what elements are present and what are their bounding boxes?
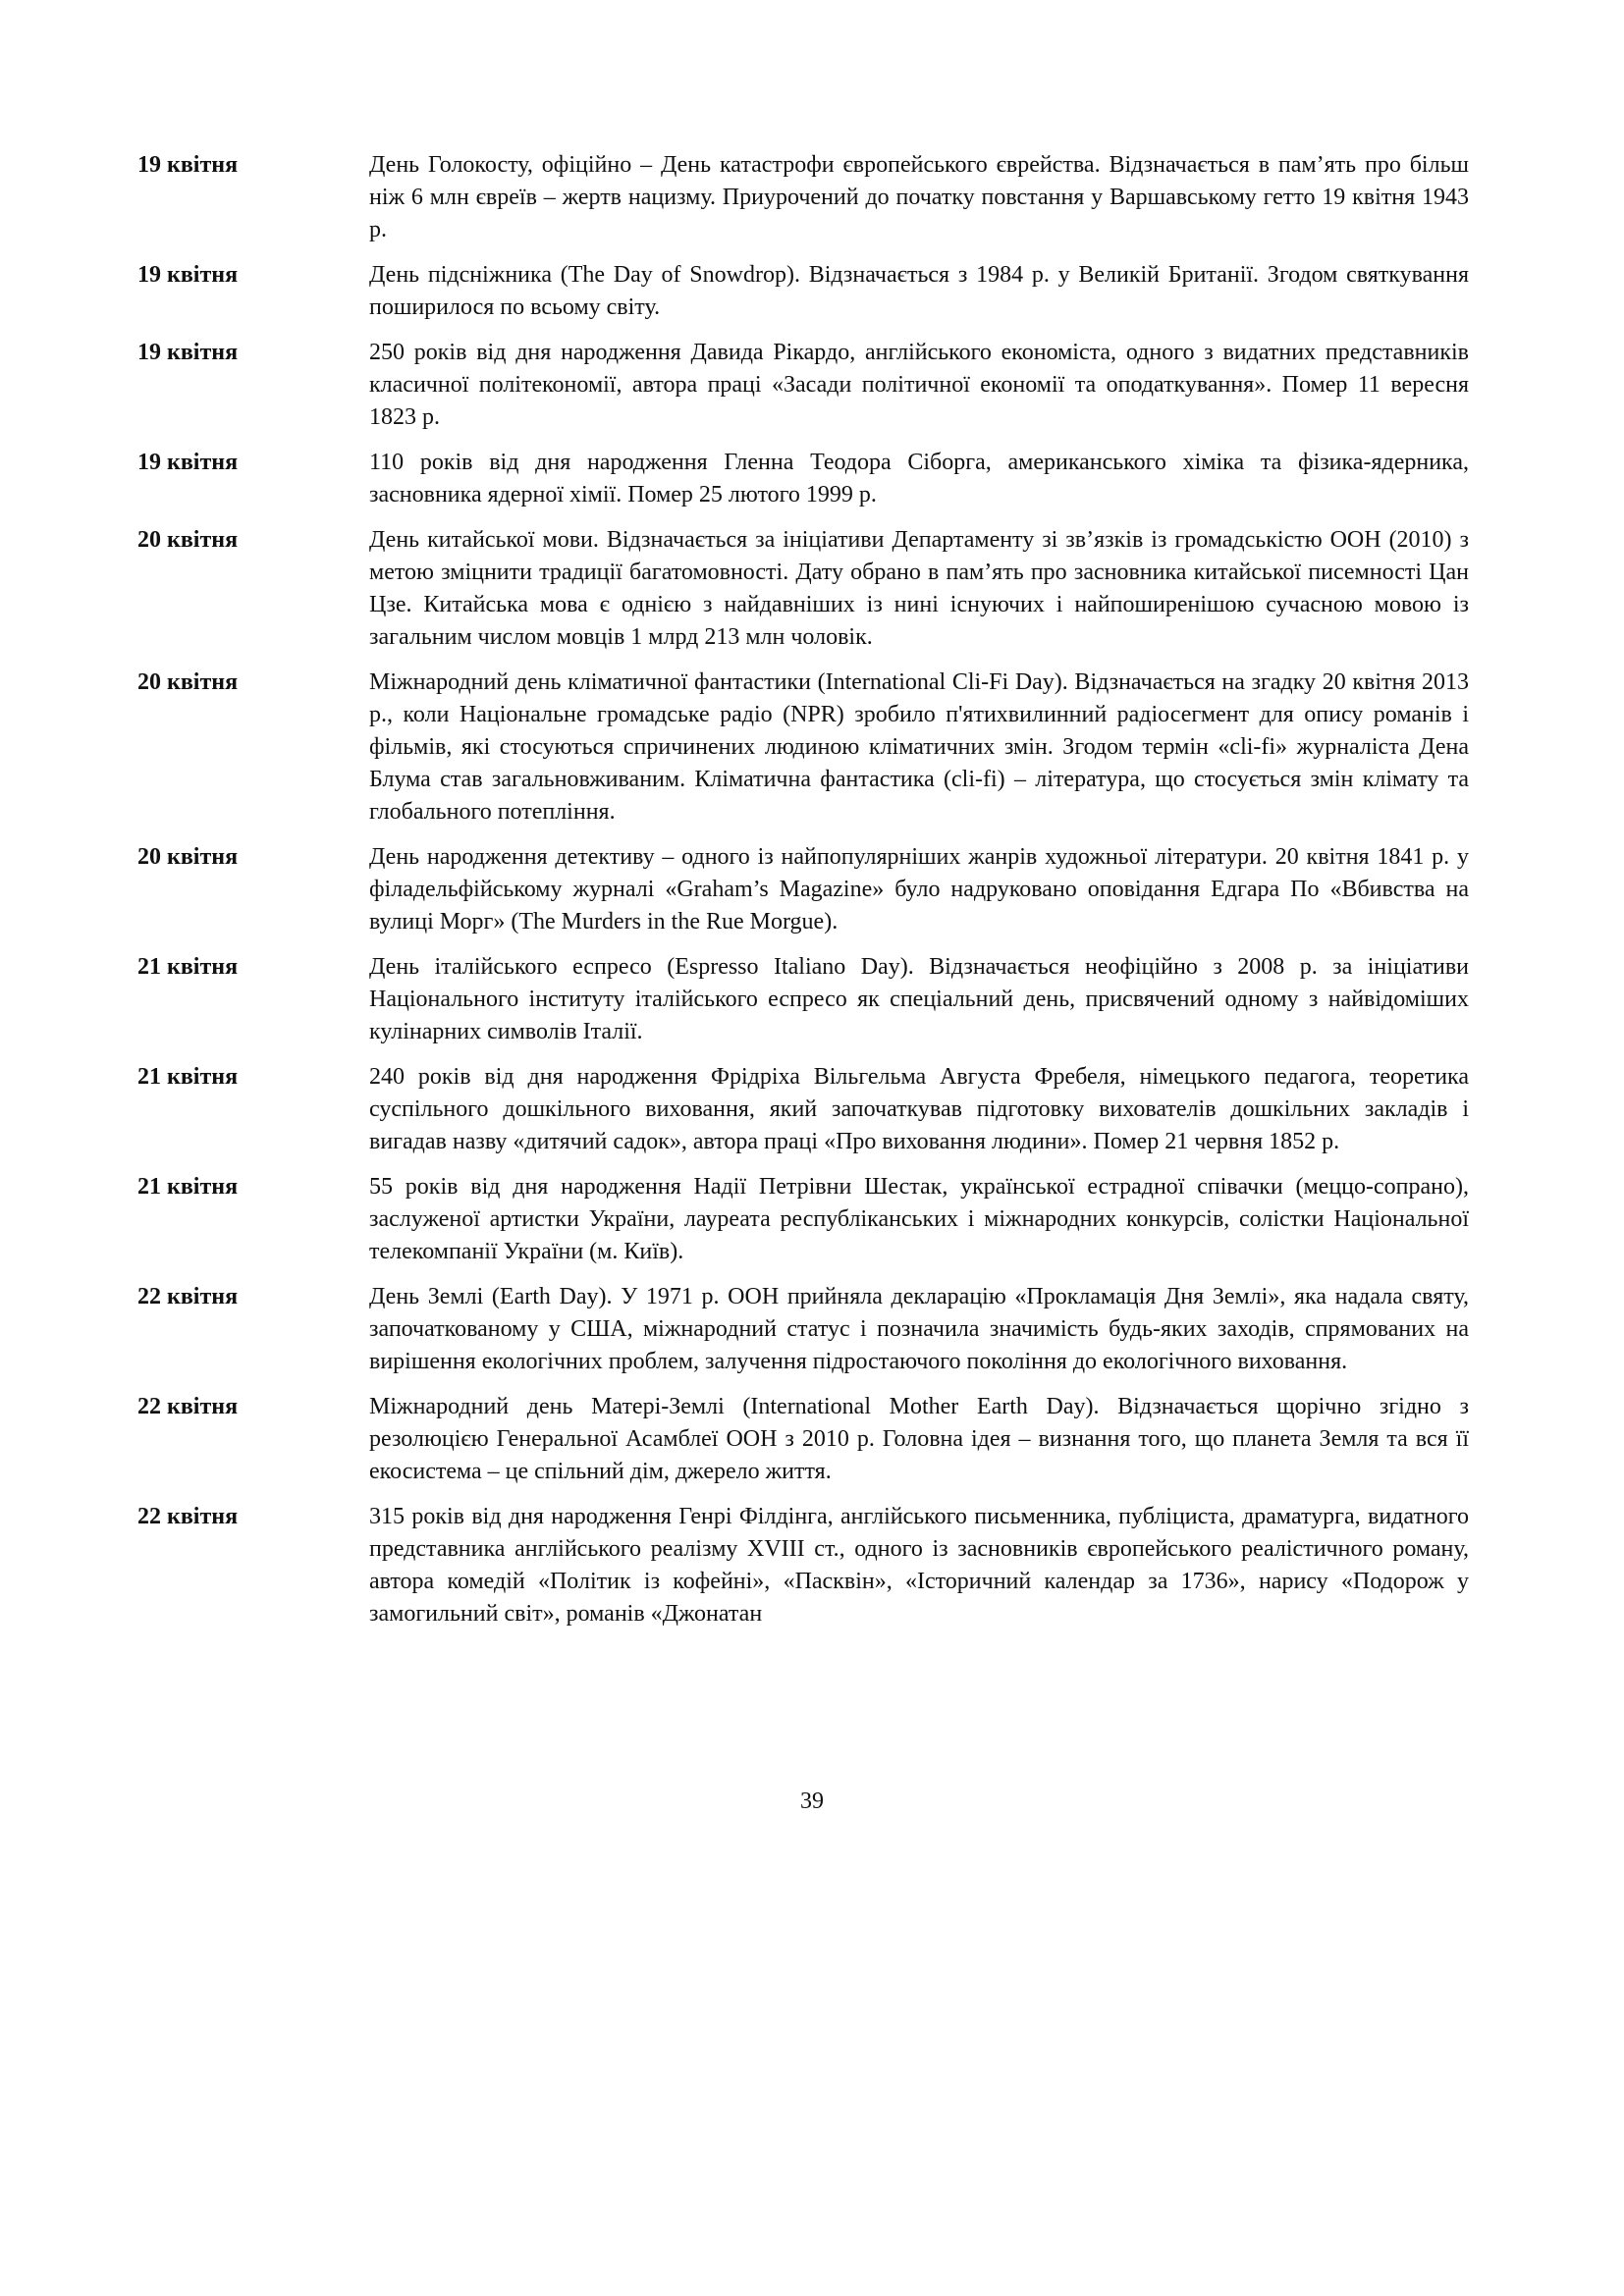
- calendar-entry: [137, 667, 1489, 828]
- entry-text: День італійського еспресо (Espresso Italiano Day). Відзначається неофіційно з 2008 р. за ініціативи Національного інституту італійського еспресо як спеціальний день, присвячений одному з найвідоміших кулінарних символів Італії.: [369, 954, 1469, 1044]
- calendar-entry: [137, 1061, 1489, 1158]
- entry-date: 22 квітня: [137, 1394, 239, 1419]
- calendar-entry: [137, 149, 1489, 246]
- entry-text: День народження детективу – одного із найпопулярніших жанрів художньої літератури. 20 квітня 1841 р. у філадельфійському журналі «Graham’s Magazine» було надруковано оповідання Едгара По «Вбивства на вулиці Морг» (The Murders in the Rue Morgue).: [369, 844, 1469, 934]
- calendar-entry: [137, 951, 1489, 1048]
- entry-text: День Землі (Earth Day). У 1971 р. ООН прийняла декларацію «Прокламація Дня Землі», яка надала святу, започаткованому у США, міжнародний статус і позначила значимість будь-яких заходів, спрямованих на вирішення екологічних проблем, залучення підростаючого покоління до екологічного виховання.: [369, 1284, 1469, 1374]
- entry-date: 19 квітня: [137, 262, 239, 288]
- entry-date: 21 квітня: [137, 954, 239, 980]
- entry-text: Міжнародний день кліматичної фантастики (International Cli-Fi Day). Відзначається на згадку 20 квітня 2013 р., коли Національне громадське радіо (NPR) зробило п'ятихвилинний радіосегмент для опису романів і фільмів, які стосуються спричинених людиною кліматичних змін. Згодом термін «cli-fi» журналіста Дена Блума став загальновживаним. Кліматична фантастика (cli-fi) – література, що стосується змін клімату та глобального потепління.: [369, 669, 1469, 825]
- entry-date: 19 квітня: [137, 152, 239, 178]
- calendar-entry: [137, 1501, 1489, 1630]
- entry-text: 55 років від дня народження Надії Петрівни Шестак, української естрадної співачки (меццо-сопрано), заслуженої артистки України, лауреата республіканських і міжнародних конкурсів, солістки Національної телекомпанії України (м. Київ).: [369, 1174, 1469, 1264]
- entry-date: 19 квітня: [137, 450, 239, 475]
- entry-date: 21 квітня: [137, 1064, 239, 1090]
- calendar-entry: [137, 259, 1489, 324]
- calendar-entry: [137, 447, 1489, 511]
- entry-date: 22 квітня: [137, 1504, 239, 1529]
- entry-text: 240 років від дня народження Фрідріха Вільгельма Августа Фребеля, німецького педагога, теоретика суспільного дошкільного виховання, який започаткував підготовку вихователів дошкільних закладів і вигадав назву «дитячий садок», автора праці «Про виховання людини». Помер 21 червня 1852 р.: [369, 1064, 1469, 1154]
- entry-date: 21 квітня: [137, 1174, 239, 1200]
- entry-date: 19 квітня: [137, 340, 239, 365]
- entry-text: День підсніжника (The Day of Snowdrop). Відзначається з 1984 р. у Великій Британії. Згодом святкування поширилося по всьому світу.: [369, 262, 1469, 320]
- entry-date: 20 квітня: [137, 844, 239, 870]
- entry-date: 22 квітня: [137, 1284, 239, 1309]
- entry-text: 110 років від дня народження Гленна Теодора Сіборга, американського хіміка та фізика-ядерника, засновника ядерної хімії. Помер 25 лютого 1999 р.: [369, 450, 1469, 507]
- entry-text: День китайської мови. Відзначається за ініціативи Департаменту зі зв’язків із громадськістю ООН (2010) з метою зміцнити традиції багатомовності. Дату обрано в пам’ять про засновника китайської писемності Цан Цзе. Китайська мова є однією з найдавніших із нині існуючих і найпоширенішою сучасною мовою із загальним числом мовців 1 млрд 213 млн чоловік.: [369, 527, 1469, 650]
- calendar-entries: [137, 149, 1489, 1643]
- calendar-entry: [137, 524, 1489, 654]
- entry-text: Міжнародний день Матері-Землі (International Mother Earth Day). Відзначається щорічно згідно з резолюцією Генеральної Асамблеї ООН з 2010 р. Головна ідея – визнання того, що планета Земля та вся її екосистема – це спільний дім, джерело життя.: [369, 1394, 1469, 1484]
- calendar-entry: [137, 1391, 1489, 1488]
- page-number: 39: [800, 1789, 824, 1814]
- entry-text: 315 років від дня народження Генрі Філдінга, англійського письменника, публіциста, драматурга, видатного представника англійського реалізму XVIII ст., одного із засновників європейського реалістичного роману, автора комедій «Політик із кофейні», «Пасквін», «Історичний календар за 1736», нарису «Подорож у замогильний світ», романів «Джонатан: [369, 1504, 1469, 1627]
- entry-text: 250 років від дня народження Давида Рікардо, англійського економіста, одного з видатних представників класичної політекономії, автора праці «Засади політичної економії та оподаткування». Помер 11 вересня 1823 р.: [369, 340, 1469, 430]
- calendar-entry: [137, 1171, 1489, 1268]
- calendar-entry: [137, 841, 1489, 938]
- entry-date: 20 квітня: [137, 669, 239, 695]
- entry-text: День Голокосту, офіційно – День катастрофи європейського єврейства. Відзначається в пам’ять про більш ніж 6 млн євреїв – жертв нацизму. Приурочений до початку повстання у Варшавському гетто 19 квітня 1943 р.: [369, 152, 1469, 242]
- entry-date: 20 квітня: [137, 527, 239, 553]
- calendar-entry: [137, 337, 1489, 434]
- calendar-entry: [137, 1281, 1489, 1378]
